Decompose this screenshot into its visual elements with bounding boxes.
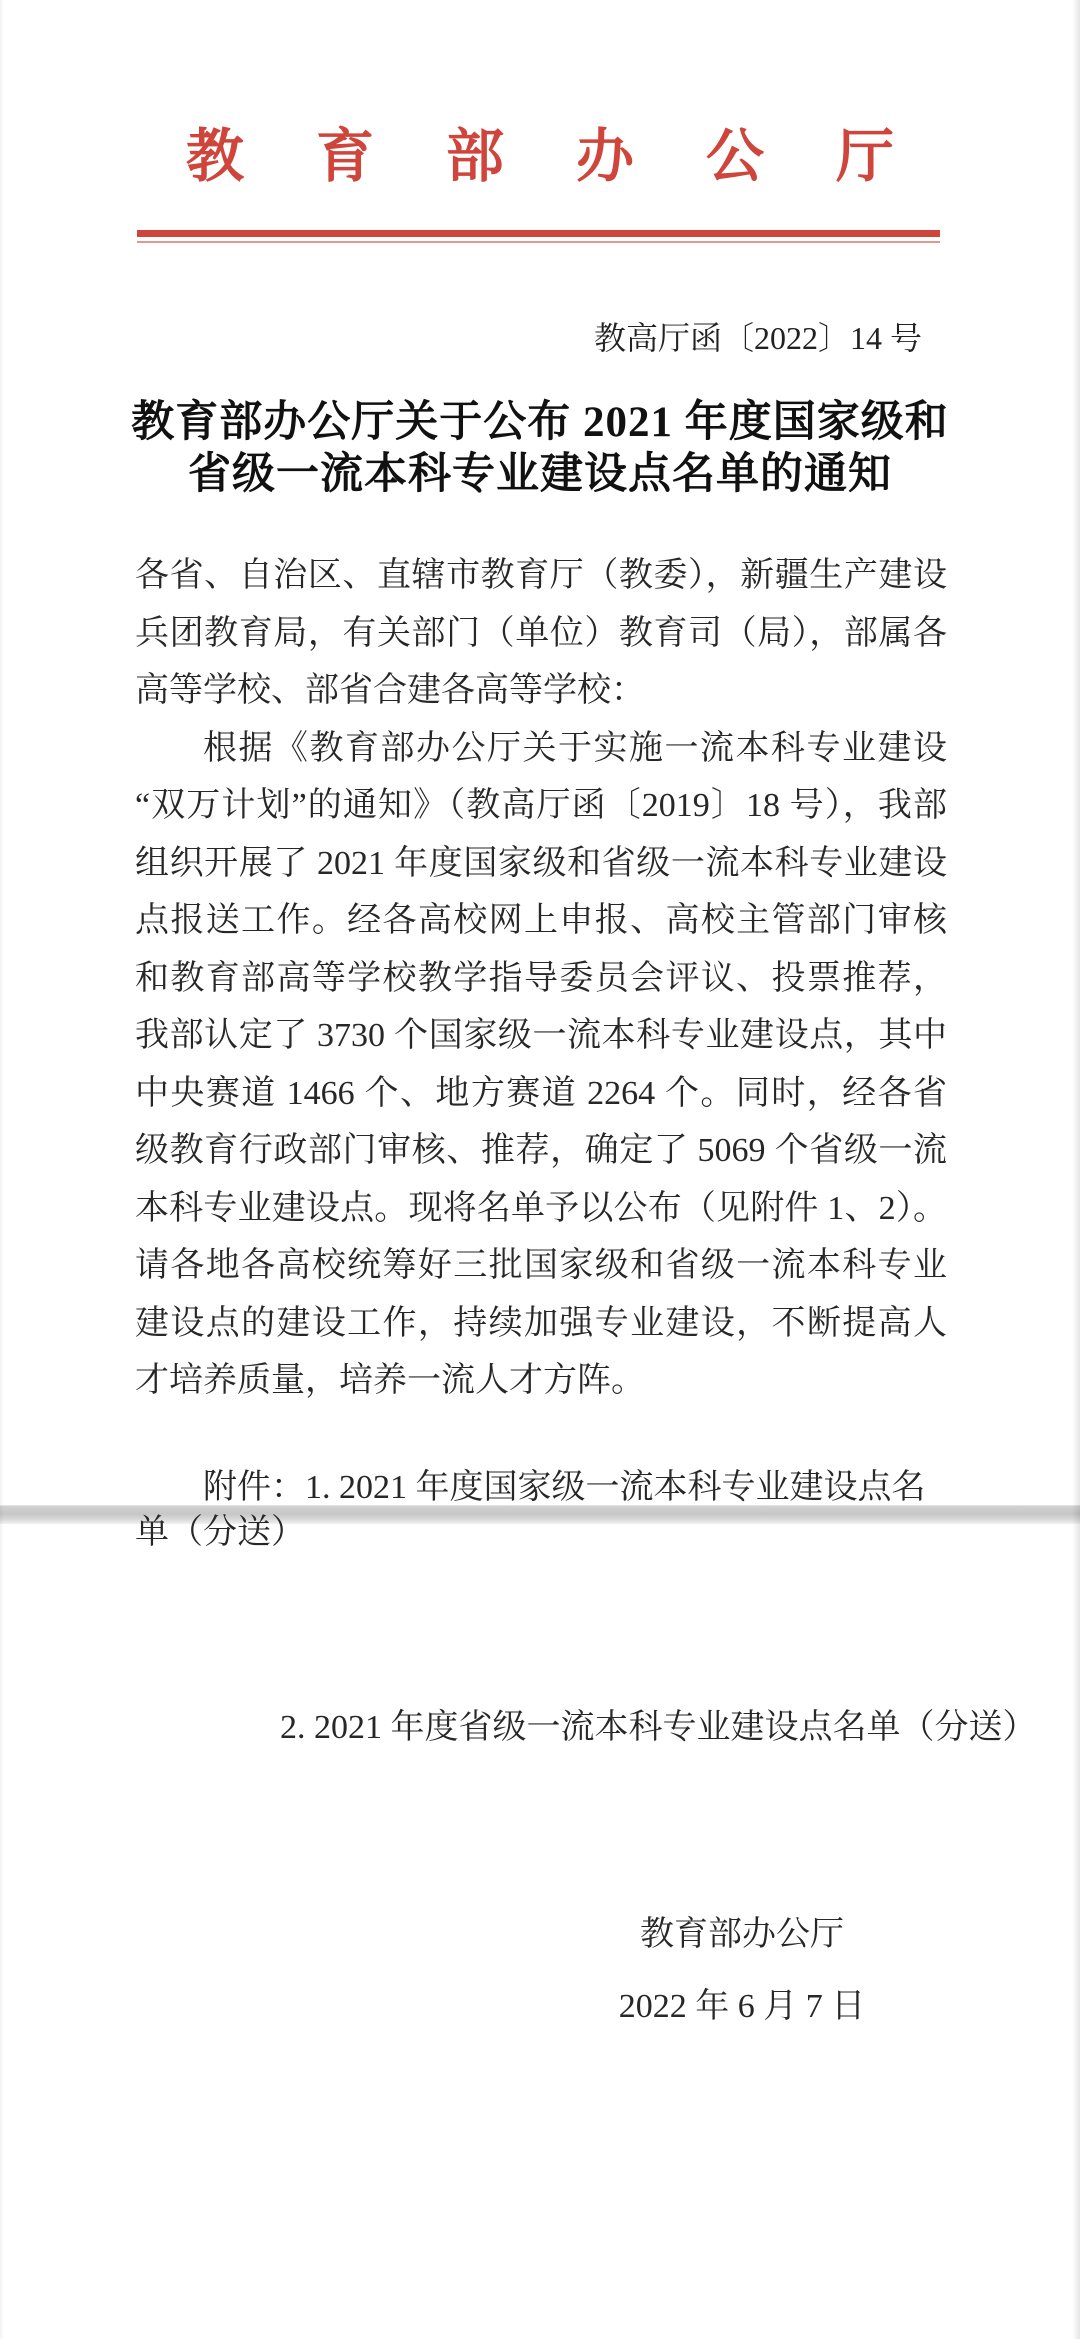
attachment-item-1: 附件：1. 2021 年度国家级一流本科专业建设点名单（分送） [135,1468,926,1551]
document-number: 教高厅函〔2022〕14 号 [593,320,922,356]
red-rule-thin [137,241,940,243]
page-left-edge-shadow [0,0,4,2339]
issuing-agency-signature: 教育部办公厅 [640,1916,844,1953]
attachment-item-2: 2. 2021 年度省级一流本科专业建设点名单（分送） [280,1709,1037,1746]
issue-date: 2022 年 6 月 7 日 [618,1988,866,2025]
agency-header: 教育部办公厅 [185,124,966,189]
page-right-edge-shadow [1072,0,1080,2339]
notice-body [135,547,947,1410]
signature-block [592,1913,892,2029]
red-rule-thick [137,230,940,237]
notice-title [0,397,1080,501]
notice-title-line-1: 教育部办公厅关于公布 2021 年度国家级和 [131,399,949,447]
notice-page-2 [0,1524,1080,2339]
main-paragraph: 根据《教育部办公厅关于实施一流本科专业建设“双万计划”的通知》（教高厅函〔2019〕18 号），我部组织开展了 2021 年度国家级和省级一流本科专业建设点报送工作。经各高校网上申报、高校主管部门审核和教育部高等学校教学指导委员会评议、投票推荐，我部认定了 3730 个国家级一流本科专业建设点，其中中央赛道 1466 个、地方赛道 2264 个。同时，经各省级教育行政部门审核、推荐，确定了 5069 个省级一流本科专业建设点。现将名单予以公布（见附件 1、2）。请各地各高校统筹好三批国家级和省级一流本科专业建设点的建设工作，持续加强专业建设，不断提高人才培养质量，培养一流人才方阵。 [135,729,947,1400]
notice-title-line-2: 省级一流本科专业建设点名单的通知 [188,451,892,499]
addressee-paragraph: 各省、自治区、直辖市教育厅（教委），新疆生产建设兵团教育局，有关部门（单位）教育司（局），部属各高等学校、部省合建各高等学校： [135,557,947,710]
header-double-rule [137,230,940,243]
